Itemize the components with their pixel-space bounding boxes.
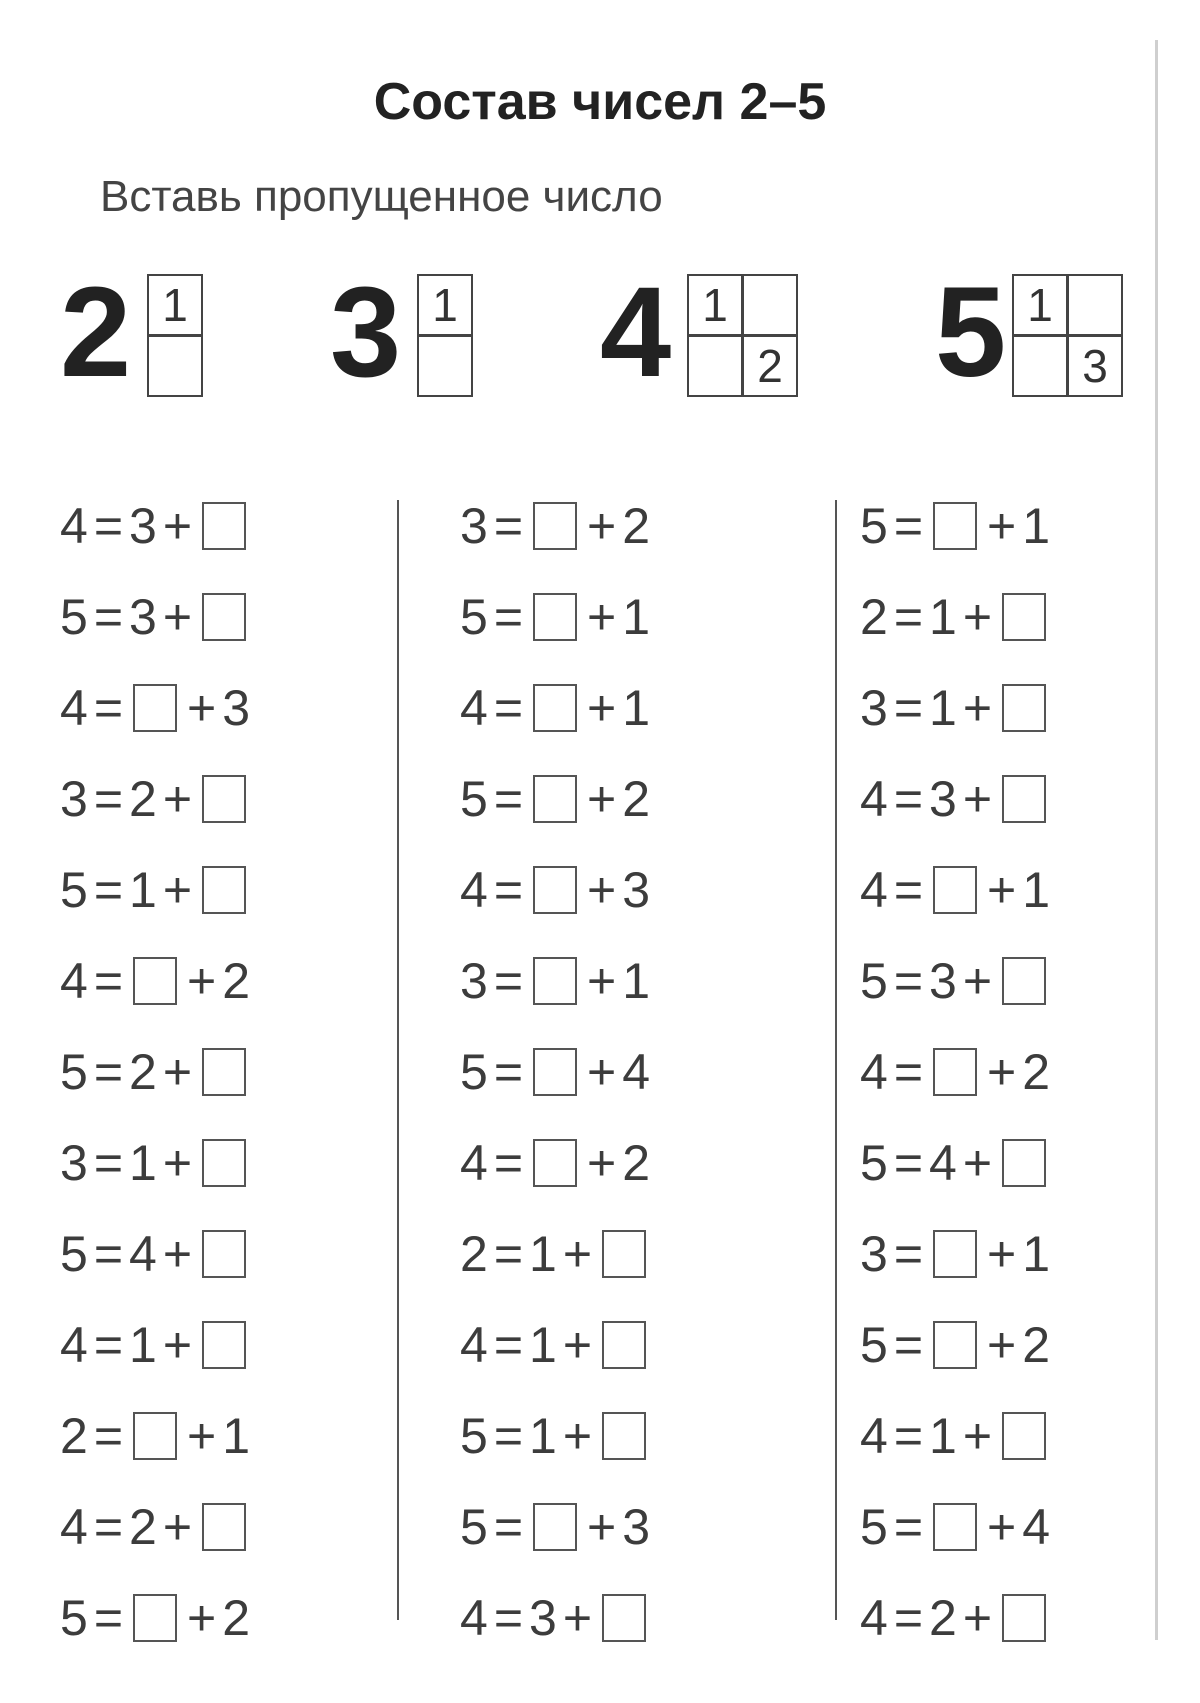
equation-number: 4 (860, 1407, 888, 1464)
equation-row (60, 1208, 250, 1299)
equation-number: 4 (60, 497, 88, 554)
equation-number: 2 (460, 1225, 488, 1282)
plus-sign: + (962, 1407, 993, 1464)
equals-sign: = (493, 1316, 524, 1373)
house-column (418, 275, 473, 397)
answer-box[interactable] (533, 502, 577, 550)
equation-row (860, 1390, 1050, 1481)
number-cell: 2 (742, 335, 798, 397)
house-number: 5 (935, 261, 1007, 404)
equals-sign: = (493, 1589, 524, 1646)
equals-sign: = (893, 770, 924, 827)
house-column (1013, 275, 1068, 397)
answer-box[interactable] (602, 1230, 646, 1278)
plus-sign: + (562, 1407, 593, 1464)
answer-box[interactable] (133, 1412, 177, 1460)
house-number: 2 (60, 261, 132, 404)
equation-row (460, 571, 650, 662)
equals-sign: = (93, 1316, 124, 1373)
equation-number: 5 (460, 1043, 488, 1100)
equation-row (60, 753, 250, 844)
plus-sign: + (587, 770, 617, 827)
plus-sign: + (562, 1589, 593, 1646)
answer-box[interactable] (933, 866, 977, 914)
equation-number: 1 (622, 952, 651, 1009)
equation-number: 5 (860, 1134, 888, 1191)
answer-box[interactable] (202, 775, 246, 823)
answer-box[interactable] (933, 1048, 977, 1096)
blank-cell[interactable] (417, 335, 473, 397)
answer-box[interactable] (533, 1139, 577, 1187)
equation-number: 5 (860, 497, 888, 554)
equals-sign: = (493, 861, 524, 918)
plus-sign: + (987, 1316, 1017, 1373)
equation-number: 2 (222, 952, 251, 1009)
equation-number: 5 (60, 588, 88, 645)
equation-number: 3 (860, 1225, 888, 1282)
equation-number: 4 (460, 1134, 488, 1191)
equals-sign: = (93, 1407, 124, 1464)
equation-number: 4 (860, 1043, 888, 1100)
column-divider (397, 500, 399, 1620)
answer-box[interactable] (602, 1412, 646, 1460)
equation-number: 4 (1022, 1498, 1051, 1555)
number-cell: 3 (1067, 335, 1123, 397)
plus-sign: + (162, 1316, 193, 1373)
equation-row (460, 1572, 650, 1663)
equation-number: 5 (60, 1589, 88, 1646)
equation-number: 4 (60, 1316, 88, 1373)
answer-box[interactable] (202, 866, 246, 914)
plus-sign: + (987, 1498, 1017, 1555)
equation-number: 1 (529, 1316, 557, 1373)
answer-box[interactable] (1002, 684, 1046, 732)
equation-number: 5 (860, 952, 888, 1009)
equation-number: 2 (622, 1134, 651, 1191)
equation-number: 2 (1022, 1043, 1051, 1100)
house-cells (148, 275, 203, 397)
equals-sign: = (493, 770, 524, 827)
equals-sign: = (893, 588, 924, 645)
equation-row (860, 1572, 1050, 1663)
equation-row (460, 1117, 650, 1208)
equals-sign: = (893, 679, 924, 736)
answer-box[interactable] (1002, 1139, 1046, 1187)
equals-sign: = (93, 1225, 124, 1282)
equals-sign: = (493, 1407, 524, 1464)
equation-row (860, 480, 1050, 571)
plus-sign: + (162, 1498, 193, 1555)
equation-row (60, 1481, 250, 1572)
equation-number: 5 (860, 1498, 888, 1555)
answer-box[interactable] (533, 775, 577, 823)
equation-number: 4 (460, 861, 488, 918)
equation-number: 5 (460, 588, 488, 645)
plus-sign: + (587, 1498, 617, 1555)
answer-box[interactable] (133, 1594, 177, 1642)
number-cell: 1 (147, 274, 203, 336)
equation-number: 1 (929, 588, 957, 645)
equation-number: 5 (460, 1498, 488, 1555)
plus-sign: + (187, 952, 217, 1009)
equation-row (860, 571, 1050, 662)
equation-number: 1 (1022, 861, 1051, 918)
plus-sign: + (162, 1134, 193, 1191)
equation-row (60, 1390, 250, 1481)
plus-sign: + (162, 497, 193, 554)
equation-number: 2 (60, 1407, 88, 1464)
equation-number: 3 (222, 679, 251, 736)
equation-number: 2 (622, 770, 651, 827)
equation-row (460, 1208, 650, 1299)
equation-column (460, 480, 650, 1663)
number-cell: 1 (687, 274, 743, 336)
worksheet-title: Состав чисел 2–5 (373, 73, 827, 131)
equation-row (860, 1481, 1050, 1572)
equation-row (860, 662, 1050, 753)
equation-number: 2 (1022, 1316, 1051, 1373)
equals-sign: = (893, 1134, 924, 1191)
equation-row (60, 844, 250, 935)
answer-box[interactable] (133, 957, 177, 1005)
equation-row (860, 1117, 1050, 1208)
answer-box[interactable] (1002, 957, 1046, 1005)
answer-box[interactable] (602, 1594, 646, 1642)
plus-sign: + (962, 1134, 993, 1191)
equals-sign: = (493, 1225, 524, 1282)
house-column (148, 275, 203, 397)
equals-sign: = (493, 1043, 524, 1100)
plus-sign: + (162, 861, 193, 918)
answer-box[interactable] (202, 1503, 246, 1551)
equation-number: 3 (60, 1134, 88, 1191)
plus-sign: + (587, 1043, 617, 1100)
house-number: 4 (600, 261, 672, 404)
equals-sign: = (493, 1498, 524, 1555)
number-cell: 1 (1012, 274, 1068, 336)
equals-sign: = (93, 497, 124, 554)
blank-cell[interactable] (147, 335, 203, 397)
plus-sign: + (187, 679, 217, 736)
plus-sign: + (562, 1316, 593, 1373)
answer-box[interactable] (533, 684, 577, 732)
equals-sign: = (93, 1498, 124, 1555)
answer-box[interactable] (202, 502, 246, 550)
equation-number: 4 (60, 952, 88, 1009)
answer-box[interactable] (202, 1048, 246, 1096)
equation-number: 4 (460, 679, 488, 736)
equation-row (60, 480, 250, 571)
equation-row (460, 1026, 650, 1117)
equation-row (60, 662, 250, 753)
house-cells (418, 275, 473, 397)
plus-sign: + (962, 952, 993, 1009)
equation-number: 5 (460, 770, 488, 827)
equation-number: 5 (460, 1407, 488, 1464)
equation-number: 3 (129, 497, 157, 554)
equation-number: 3 (929, 952, 957, 1009)
equation-number: 1 (529, 1225, 557, 1282)
equals-sign: = (493, 952, 524, 1009)
equation-number: 2 (860, 588, 888, 645)
plus-sign: + (587, 679, 617, 736)
equals-sign: = (893, 861, 924, 918)
blank-cell[interactable] (742, 274, 798, 336)
equation-row (60, 1026, 250, 1117)
equals-sign: = (493, 679, 524, 736)
equation-number: 5 (60, 1225, 88, 1282)
equals-sign: = (93, 679, 124, 736)
answer-box[interactable] (933, 1230, 977, 1278)
equation-number: 4 (60, 679, 88, 736)
equals-sign: = (893, 497, 924, 554)
equation-row (460, 1390, 650, 1481)
equation-row (460, 480, 650, 571)
answer-box[interactable] (533, 957, 577, 1005)
equation-number: 3 (529, 1589, 557, 1646)
equation-number: 2 (222, 1589, 251, 1646)
plus-sign: + (187, 1589, 217, 1646)
equation-number: 3 (460, 952, 488, 1009)
equation-number: 4 (60, 1498, 88, 1555)
answer-box[interactable] (202, 593, 246, 641)
equation-number: 4 (129, 1225, 157, 1282)
equation-number: 3 (129, 588, 157, 645)
equation-number: 4 (622, 1043, 651, 1100)
page-edge-line (1155, 40, 1158, 1640)
equation-number: 3 (929, 770, 957, 827)
worksheet-instruction: Вставь пропущенное число (100, 172, 663, 221)
equation-number: 4 (860, 770, 888, 827)
plus-sign: + (162, 770, 193, 827)
plus-sign: + (562, 1225, 593, 1282)
equation-row (60, 935, 250, 1026)
answer-box[interactable] (1002, 593, 1046, 641)
blank-cell[interactable] (1012, 335, 1068, 397)
equation-number: 2 (929, 1589, 957, 1646)
equation-number: 3 (460, 497, 488, 554)
equation-row (60, 1572, 250, 1663)
equation-row (460, 753, 650, 844)
answer-box[interactable] (1002, 1412, 1046, 1460)
answer-box[interactable] (933, 1503, 977, 1551)
equals-sign: = (893, 1225, 924, 1282)
answer-box[interactable] (202, 1230, 246, 1278)
equation-number: 2 (129, 770, 157, 827)
plus-sign: + (962, 588, 993, 645)
house-column (688, 275, 743, 397)
plus-sign: + (987, 1043, 1017, 1100)
plus-sign: + (162, 1225, 193, 1282)
house-cells (1013, 275, 1123, 397)
answer-box[interactable] (533, 1503, 577, 1551)
equation-number: 5 (60, 1043, 88, 1100)
plus-sign: + (962, 770, 993, 827)
equation-row (60, 571, 250, 662)
equation-number: 3 (622, 1498, 651, 1555)
plus-sign: + (162, 1043, 193, 1100)
equals-sign: = (893, 1316, 924, 1373)
answer-box[interactable] (1002, 775, 1046, 823)
plus-sign: + (987, 497, 1017, 554)
plus-sign: + (587, 497, 617, 554)
equation-number: 3 (860, 679, 888, 736)
equation-number: 2 (622, 497, 651, 554)
house-number: 3 (330, 261, 402, 404)
house-column (1068, 275, 1123, 397)
equation-number: 1 (1022, 1225, 1051, 1282)
house-column (743, 275, 798, 397)
answer-box[interactable] (202, 1139, 246, 1187)
equation-row (460, 844, 650, 935)
equation-column (860, 480, 1050, 1663)
equation-number: 1 (929, 1407, 957, 1464)
equation-row (460, 662, 650, 753)
equation-number: 1 (129, 1134, 157, 1191)
answer-box[interactable] (933, 502, 977, 550)
answer-box[interactable] (533, 593, 577, 641)
equation-number: 2 (129, 1498, 157, 1555)
house-cells (688, 275, 798, 397)
equation-row (860, 1299, 1050, 1390)
plus-sign: + (587, 861, 617, 918)
equation-number: 2 (129, 1043, 157, 1100)
equation-row (860, 935, 1050, 1026)
equation-number: 1 (129, 861, 157, 918)
equation-number: 3 (622, 861, 651, 918)
answer-box[interactable] (1002, 1594, 1046, 1642)
number-cell: 1 (417, 274, 473, 336)
answer-box[interactable] (133, 684, 177, 732)
equation-number: 4 (460, 1316, 488, 1373)
equation-row (860, 1026, 1050, 1117)
equation-number: 1 (222, 1407, 251, 1464)
column-divider (835, 500, 837, 1620)
plus-sign: + (962, 679, 993, 736)
equals-sign: = (93, 1043, 124, 1100)
plus-sign: + (162, 588, 193, 645)
equation-number: 4 (929, 1134, 957, 1191)
equation-row (460, 1299, 650, 1390)
answer-box[interactable] (602, 1321, 646, 1369)
equals-sign: = (893, 1407, 924, 1464)
plus-sign: + (962, 1589, 993, 1646)
equals-sign: = (893, 952, 924, 1009)
plus-sign: + (587, 952, 617, 1009)
equation-number: 4 (460, 1589, 488, 1646)
equation-row (460, 935, 650, 1026)
answer-box[interactable] (202, 1321, 246, 1369)
answer-box[interactable] (533, 1048, 577, 1096)
equation-number: 1 (1022, 497, 1051, 554)
equation-number: 1 (529, 1407, 557, 1464)
equation-row (860, 753, 1050, 844)
answer-box[interactable] (933, 1321, 977, 1369)
equals-sign: = (93, 952, 124, 1009)
equation-number: 1 (622, 679, 651, 736)
blank-cell[interactable] (1067, 274, 1123, 336)
plus-sign: + (587, 1134, 617, 1191)
equals-sign: = (493, 1134, 524, 1191)
plus-sign: + (987, 1225, 1017, 1282)
equation-number: 1 (622, 588, 651, 645)
answer-box[interactable] (533, 866, 577, 914)
equation-row (860, 844, 1050, 935)
plus-sign: + (987, 861, 1017, 918)
equals-sign: = (93, 861, 124, 918)
equals-sign: = (893, 1043, 924, 1100)
plus-sign: + (187, 1407, 217, 1464)
equals-sign: = (93, 1589, 124, 1646)
equation-row (860, 1208, 1050, 1299)
equation-row (60, 1117, 250, 1208)
equation-row (60, 1299, 250, 1390)
equation-number: 5 (60, 861, 88, 918)
equation-row (460, 1481, 650, 1572)
equation-number: 1 (929, 679, 957, 736)
equals-sign: = (93, 770, 124, 827)
equation-column (60, 480, 250, 1663)
equation-number: 4 (860, 1589, 888, 1646)
equation-number: 4 (860, 861, 888, 918)
equation-number: 5 (860, 1316, 888, 1373)
equation-number: 3 (60, 770, 88, 827)
blank-cell[interactable] (687, 335, 743, 397)
equals-sign: = (893, 1498, 924, 1555)
equals-sign: = (493, 588, 524, 645)
equals-sign: = (493, 497, 524, 554)
plus-sign: + (587, 588, 617, 645)
equals-sign: = (93, 1134, 124, 1191)
equation-number: 1 (129, 1316, 157, 1373)
equals-sign: = (93, 588, 124, 645)
equals-sign: = (893, 1589, 924, 1646)
